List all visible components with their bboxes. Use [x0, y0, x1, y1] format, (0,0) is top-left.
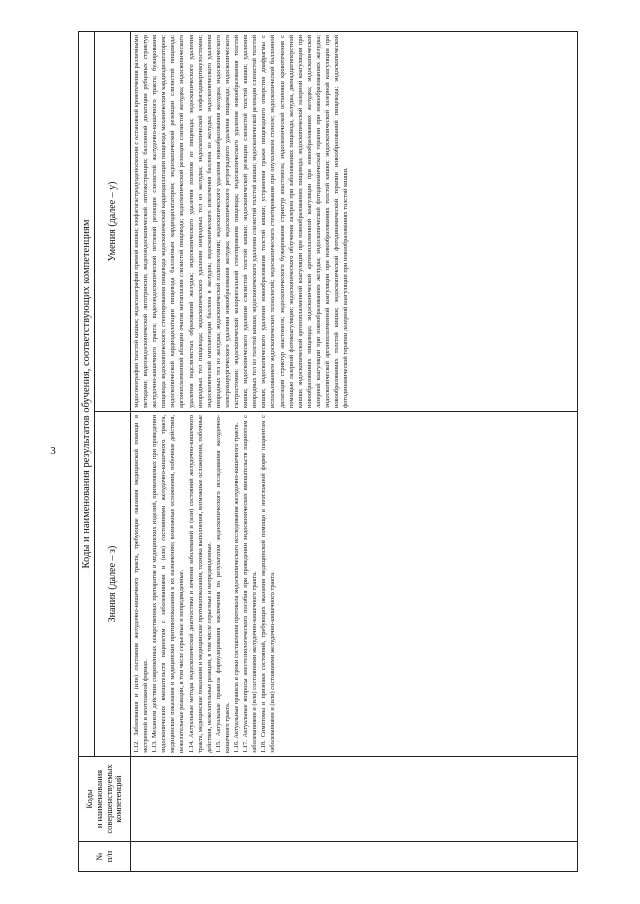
- page-number: 3: [50, 445, 56, 457]
- knowledge-item: 1.15. Актуальные правила формулирования заключения по результатам эндоскопического исследования желудочно-кишечного тракта.: [214, 415, 231, 753]
- knowledge-item: 1.13. Механизм действия современных лекарственных препаратов и медицинских изделий, применяемых при проведении эндоскопических вмешательств пациентам с заболеваниями и (или) состояниями желудочно-кишечного тракта, медицинские показания и медицинские противопоказания к их назначению; возможные осложнения, побочные действия, нежелательные реакции, в том числе серьезные и непредвиденные.: [151, 415, 186, 753]
- cell-codes: [131, 757, 578, 842]
- header-knowledge: Знания (далее – з): [95, 412, 131, 757]
- cell-skills: [131, 31, 578, 411]
- table-row: [131, 31, 578, 871]
- cell-number: [131, 842, 578, 872]
- knowledge-item: 1.12. Заболевания и (или) состояния желудочно-кишечного тракта, требующие оказания медицинской помощи в экстренной и неотложной формах.: [133, 415, 150, 753]
- cell-knowledge: [131, 412, 578, 757]
- knowledge-item: 1.17. Актуальные вопросы анестезиологического пособия при проведении эндоскопических вмешательств пациентам с заболеваниями и (или) состояниями желудочно-кишечного тракта.: [242, 415, 259, 753]
- knowledge-item: 1.18. Симптомы и признаки состояний, требующих оказания медицинской помощи в неотложной форме пациентам с заболеваниями и (или) состояниями желудочно-кишечного тракта.: [260, 415, 277, 753]
- header-results-title: Коды и наименования результатов обучения, соответствующих компетенциям: [79, 31, 95, 756]
- knowledge-item: 1.16. Актуальные правила и сроки составления протокола эндоскопического исследования желудочно-кишечного тракта.: [233, 422, 241, 753]
- knowledge-item: 1.14. Актуальные методы эндоскопической диагностики и лечения заболеваний и (или) состояний желудочно-кишечного тракта, медицинские показания и медицинские противопоказания, техника выполнения, возможные осложнения, побочные действия, нежелательные реакции, в том числе серьезные и непредвиденные.: [187, 415, 213, 753]
- header-codes: Коды и наименования совершенствуемых компетенций: [79, 757, 131, 842]
- skills-text: эндосонографии толстой кишки; эндосонографии прямой кишки; эзофагогастродуоденоскопии с остановкой кровотечения различными методами; видеоэндоскопической литотрипсии; видеоэндоскопической литоэкстракции; баллонной дилатации рубцовых стриктур желудочно-кишечного тракта; видеоэндоскопической петлевой резекции слизистой желудочно-кишечного тракта; бужирования пищевода эндоскопического; стентирования пищевода эндоскопической кардиодилатации пищевода механическим кардиодилататором; эндоскопической кардиодилатации пищевода баллонным кардиодилататором; эндоскопической резекции слизистой пищевода; аргоноплазменной абляции очагов метаплазии слизистой пищевода; эндоскопической резекции слизистой желудка; эндоскопического удаления подслизистых образований желудка; эндоскопического удаления полипов из пищевода; эндоскопического удаления инородных тел пищевода; эндоскопического удаления инородных тел из желудка; эндоскопической эзофагодивертикулостомии; эндоскопической имплантации баллона в желудок; эндоскопического извлечения баллона из желудка; эндоскопического удаления инородных тел из желудка; эндоскопической полипэктомии; эндоскопического удаления новообразования желудка; эндоскопического электрохирургического удаления новообразования желудка; эндоскопического ретроградного удаления пищевода; эндоскопического гастростомии; эндоскопической колоректальной стентирования пищевода; эндоскопического удаления новообразования толстой кишки; эндоскопического удаления слизистой толстой кишки; эндоскопической резекции слизистой толстой кишки; удаления инородных тел из толстой кишки; эндоскопического удаления слизистой толстой кишки; эндоскопической резекции слизистой толстой кишки; эндоскопического удаления новообразования толстой кишки; устранения грыжи пищеводного отверстия диафрагмы с использованием эндоскопических технологий; эндоскопического стентирования при опухолевом стенозе; эндоскопической баллонной дилатации стриктур анастомоза; эндоскопического бужирования стриктур анастомоза; эндоскопической остановки кровотечения с помощью лазерной фотокоагуляции; эндоскопического облучения лазером при заболеваниях пищевода, желудка, двенадцатиперстной кишки; эндоскопической аргоноплазменной коагуляции при новообразованиях пищевода; эндоскопической лазерной коагуляции при новообразованиях пищевода; эндоскопической аргоноплазменной коагуляции при новообразованиях желудка; эндоскопической лазерной коагуляции при новообразованиях желудка; эндоскопической фотодинамической терапии при новообразованиях желудка; эндоскопической аргоноплазменной коагуляции при новообразованиях толстой кишки; эндоскопической лазерной коагуляции при новообразованиях толстой кишки; эндоскопической фотодинамической терапии новообразований пищевода; эндоскопической фотодинамической терапии лазерной коагуляции при новообразованиях толстой кишки.: [133, 34, 350, 408]
- header-skills: Умения (далее – у): [95, 31, 131, 411]
- competencies-table: [78, 31, 578, 872]
- header-number: № п/п: [79, 842, 131, 872]
- rotated-page: [78, 32, 578, 872]
